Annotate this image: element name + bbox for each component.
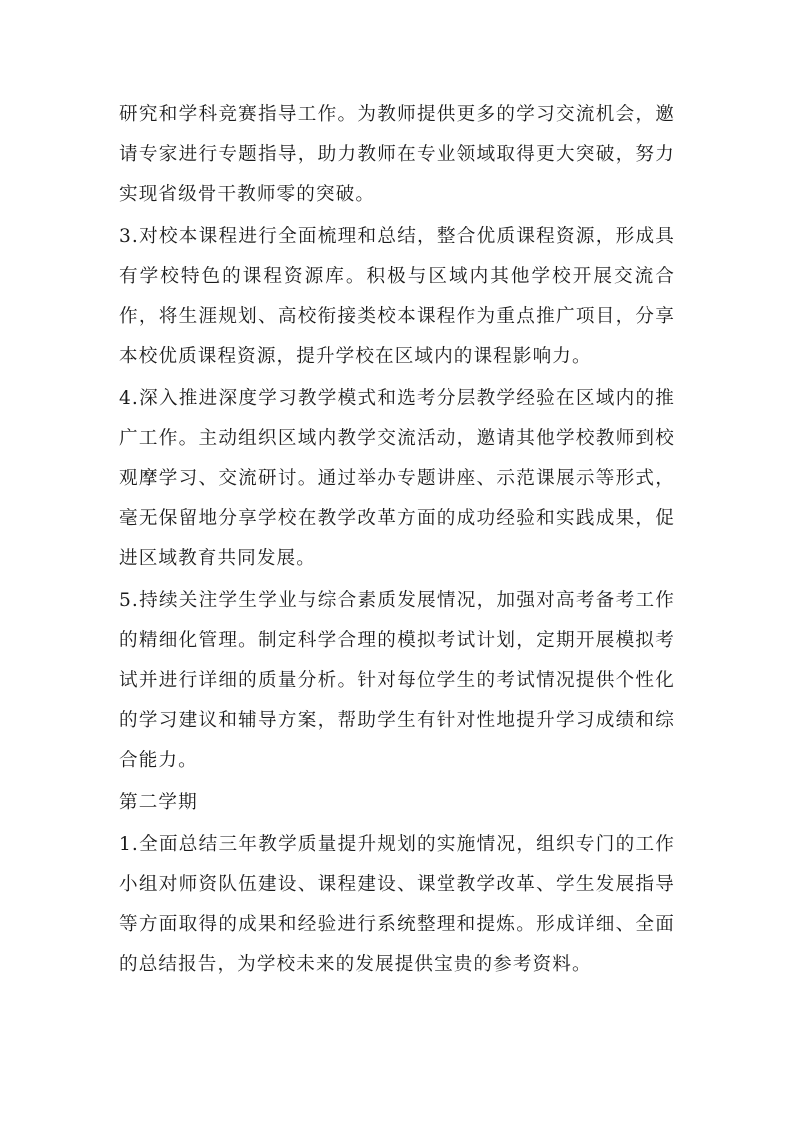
section-heading: 第二学期	[119, 792, 198, 813]
paragraph-item-5: 5.持续关注学生学业与综合素质发展情况，加强对高考备考工作的精细化管理。制定科学合理的模拟考试计划，定期开展模拟考试并进行详细的质量分析。针对每位学生的考试情况提供个性化的学习建议和辅导方案，帮助学生有针对性地提升学习成绩和综合能力。	[119, 590, 675, 771]
document-page	[119, 95, 675, 987]
paragraph-item-3: 3.对校本课程进行全面梳理和总结，整合优质课程资源，形成具有学校特色的课程资源库。积极与区域内其他学校开展交流合作，将生涯规划、高校衔接类校本课程作为重点推广项目，分享本校优质课程资源，提升学校在区域内的课程影响力。	[119, 226, 675, 367]
paragraph-continuation: 研究和学科竞赛指导工作。为教师提供更多的学习交流机会，邀请专家进行专题指导，助力教师在专业领域取得更大突破，努力实现省级骨干教师零的突破。	[119, 104, 675, 205]
paragraph-item-1: 1.全面总结三年教学质量提升规划的实施情况，组织专门的工作小组对师资队伍建设、课程建设、课堂教学改革、学生发展指导等方面取得的成果和经验进行系统整理和提炼。形成详细、全面的总结报告，为学校未来的发展提供宝贵的参考资料。	[119, 834, 675, 975]
paragraph-item-4: 4.深入推进深度学习教学模式和选考分层教学经验在区域内的推广工作。主动组织区域内教学交流活动，邀请其他学校教师到校观摩学习、交流研讨。通过举办专题讲座、示范课展示等形式，毫无保留地分享学校在教学改革方面的成功经验和实践成果，促进区域教育共同发展。	[119, 388, 675, 569]
